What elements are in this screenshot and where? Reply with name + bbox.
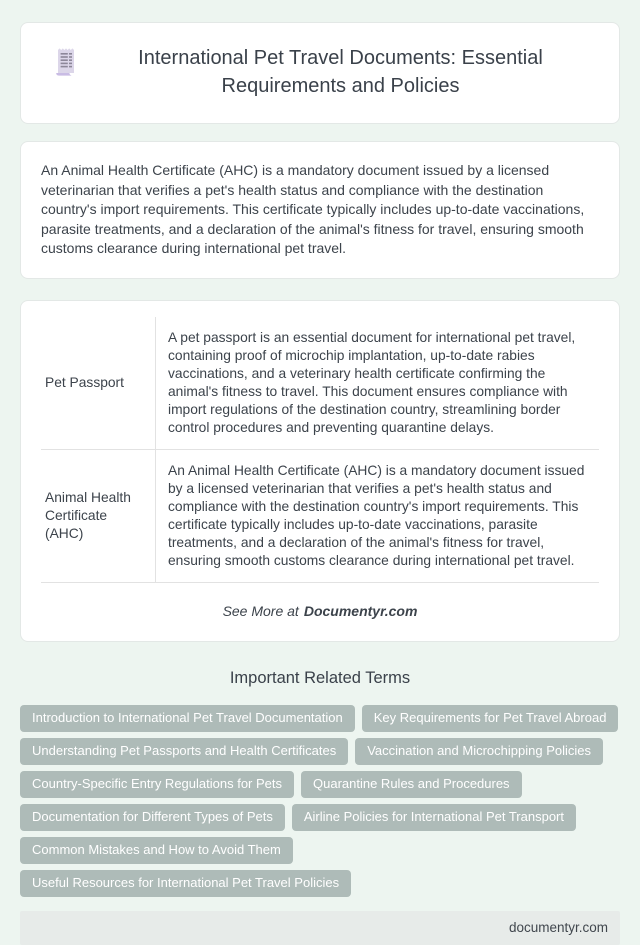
page-title: International Pet Travel Documents: Essential Requirements and Policies — [138, 47, 543, 97]
related-term-tag[interactable]: Common Mistakes and How to Avoid Them — [20, 837, 293, 864]
related-term-tag[interactable]: Understanding Pet Passports and Health Certificates — [20, 738, 348, 765]
term-cell: Animal Health Certificate (AHC) — [41, 449, 156, 582]
see-more-prefix: See More at — [222, 602, 299, 619]
related-term-tag[interactable]: Key Requirements for Pet Travel Abroad — [362, 705, 619, 732]
footer-bar — [20, 911, 620, 945]
related-term-tag[interactable]: Quarantine Rules and Procedures — [301, 771, 522, 798]
receipt-icon — [54, 47, 78, 82]
title-row — [47, 44, 593, 100]
related-term-tag[interactable]: Documentation for Different Types of Pets — [20, 804, 285, 831]
see-more-site-link[interactable]: Documentyr.com — [303, 602, 418, 619]
related-terms-heading: Important Related Terms — [229, 668, 411, 687]
footer-site-label: documentyr.com — [508, 920, 608, 935]
definition-cell: An Animal Health Certificate (AHC) is a mandatory document issued by a licensed veterinarian that verifies a pet's health status and compliance with the destination country's import requirements. This certificate typically includes up-to-date vaccinations, parasite treatments, and a declaration of the animal's fitness for travel, ensuring smooth customs clearance during international pet travel. — [156, 449, 600, 582]
related-term-tag[interactable]: Country-Specific Entry Regulations for Pets — [20, 771, 294, 798]
intro-text: An Animal Health Certificate (AHC) is a mandatory document issued by a licensed veterinarian that verifies a pet's health status and compliance with the destination country's import requirements. This certificate typically includes up-to-date vaccinations, parasite treatments, and a declaration of the animal's fitness for travel, ensuring smooth customs clearance during international pet travel. — [41, 162, 585, 256]
related-term-tag[interactable]: Introduction to International Pet Travel Documentation — [20, 705, 355, 732]
related-term-tag[interactable]: Airline Policies for International Pet Transport — [292, 804, 576, 831]
definition-cell: A pet passport is an essential document for international pet travel, containing proof of microchip implantation, up-to-date rabies vaccinations, and a veterinary health certificate confirming the animal's fitness to travel. This document ensures compliance with import regulations of the destination country, streamlining border control procedures and preventing quarantine delays. — [156, 317, 600, 450]
glossary-table — [41, 317, 599, 583]
related-terms-list — [20, 705, 620, 897]
related-term-tag[interactable]: Vaccination and Microchipping Policies — [355, 738, 603, 765]
term-cell: Pet Passport — [41, 317, 156, 450]
see-more-line — [41, 603, 599, 619]
title-card — [20, 22, 620, 124]
glossary-card — [20, 300, 620, 642]
related-term-tag[interactable]: Useful Resources for International Pet Travel Policies — [20, 870, 351, 897]
intro-card — [20, 141, 620, 279]
table-row — [41, 449, 599, 582]
table-row — [41, 317, 599, 450]
